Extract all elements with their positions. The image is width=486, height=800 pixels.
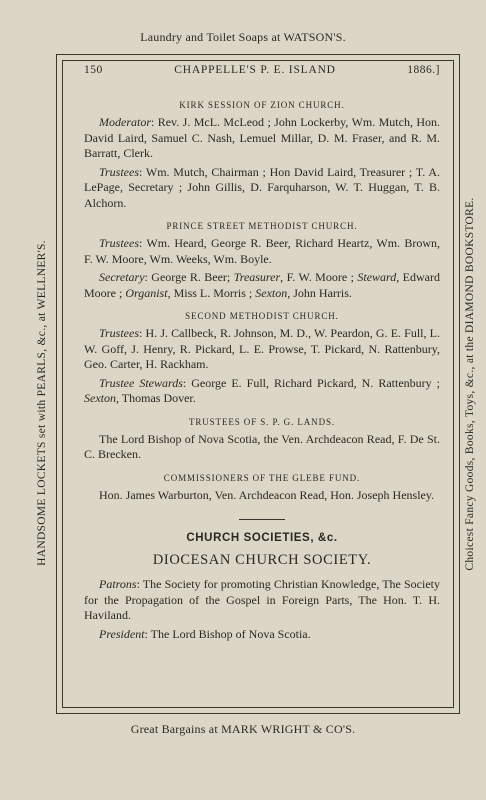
patrons-entry [84,577,440,624]
text: , Edward Moore ; [84,270,440,300]
section-heading-second-methodist: SECOND METHODIST CHURCH. [185,311,339,321]
kirk-trustees-entry [84,165,440,212]
label: Moderator [99,115,151,129]
section-heading-kirk: KIRK SESSION OF ZION CHURCH. [179,100,345,110]
label: President [99,626,145,641]
label: Trustees [99,326,140,340]
text: : The Society for promoting Christian Knowledge, The Society for the Propagation of the Gospel in Foreign Parts, The Hon. T. H. Haviland. [84,577,440,622]
diocesan-society-heading: DIOCESAN CHURCH SOCIETY. [152,552,372,568]
label: Secretary [99,270,145,284]
running-head [84,64,440,80]
text: : Wm. Mutch, Chairman ; Hon David Laird, Treasurer ; T. A. LePage, Secretary ; John Gillis, D. Farquharson, W. T. Huggan, T. B. Alchorn. [84,164,440,210]
text: , John Harris. [287,285,352,300]
label: Sexton [255,285,288,300]
church-societies-heading: CHURCH SOCIETIES, &c. [186,532,338,544]
label: Patrons [99,577,137,591]
bottom-advertisement: Great Bargains at MARK WRIGHT & CO'S. [130,722,356,736]
label: Treasurer [233,270,281,284]
text: , F. W. Moore ; [280,270,358,284]
spg-entry: The Lord Bishop of Nova Scotia, the Ven. Archdeacon Read, F. De St. C. Brecken. [84,431,440,461]
right-advertisement: Choicest Fancy Goods, Books, Toys, &c., at the DIAMOND BOOKSTORE. [464,197,476,571]
label: Steward [357,270,397,284]
text: : The Lord Bishop of Nova Scotia. [144,626,311,641]
prince-trustees-entry [84,236,440,267]
section-heading-prince-street: PRINCE STREET METHODIST CHURCH. [166,221,358,231]
text: , Miss L. Morris ; [167,285,256,300]
prince-officers-entry [84,270,440,301]
text: : Wm. Heard, George R. Beer, Richard Heartz, Wm. Brown, F. W. Moore, Wm. Weeks, Wm. Boyle. [84,236,440,266]
label: Trustees [99,164,140,179]
second-trustees-entry [84,326,440,373]
president-entry [84,627,440,643]
kirk-moderator-entry [84,115,440,162]
text: : George E. Full, Richard Pickard, N. Rattenbury ; [182,375,440,390]
section-heading-glebe: COMMISSIONERS OF THE GLEBE FUND. [163,472,361,483]
text: , Thomas Dover. [116,391,196,405]
glebe-entry: Hon. James Warburton, Ven. Archdeacon Read, Hon. Joseph Hensley. [99,487,435,502]
running-year: 1886.] [407,64,440,76]
text: : Rev. J. McL. McLeod ; John Lockerby, Wm. Mutch, Hon. David Laird, Samuel C. Nash, Lemuel Millar, D. M. Fraser, and R. M. Barratt, Clerk. [84,115,440,160]
running-title: CHAPPELLE'S P. E. ISLAND [174,64,336,76]
label: Trustee Stewards [99,375,183,390]
label: Organist [125,285,168,300]
text: : George R. Beer; [144,270,234,284]
section-divider [239,519,285,520]
top-advertisement: Laundry and Toilet Soaps at WATSON'S. [140,30,346,44]
label: Trustees [99,236,140,250]
page-content [84,64,440,645]
section-heading-spg: TRUSTEES OF S. P. G. LANDS. [188,416,336,427]
label: Sexton [84,391,116,405]
second-stewards-entry [84,376,440,407]
text: : H. J. Callbeck, R. Johnson, M. D., W. Peardon, G. E. Full, L. W. Goff, J. Henry, R. Pickard, L. E. Prowse, T. Pickard, N. Rattenbury, Geo. Carter, H. Rackham. [84,326,440,371]
left-advertisement: HANDSOME LOCKETS set with PEARLS, &c., at WELLNER'S. [36,240,48,566]
page-number: 150 [84,64,103,76]
